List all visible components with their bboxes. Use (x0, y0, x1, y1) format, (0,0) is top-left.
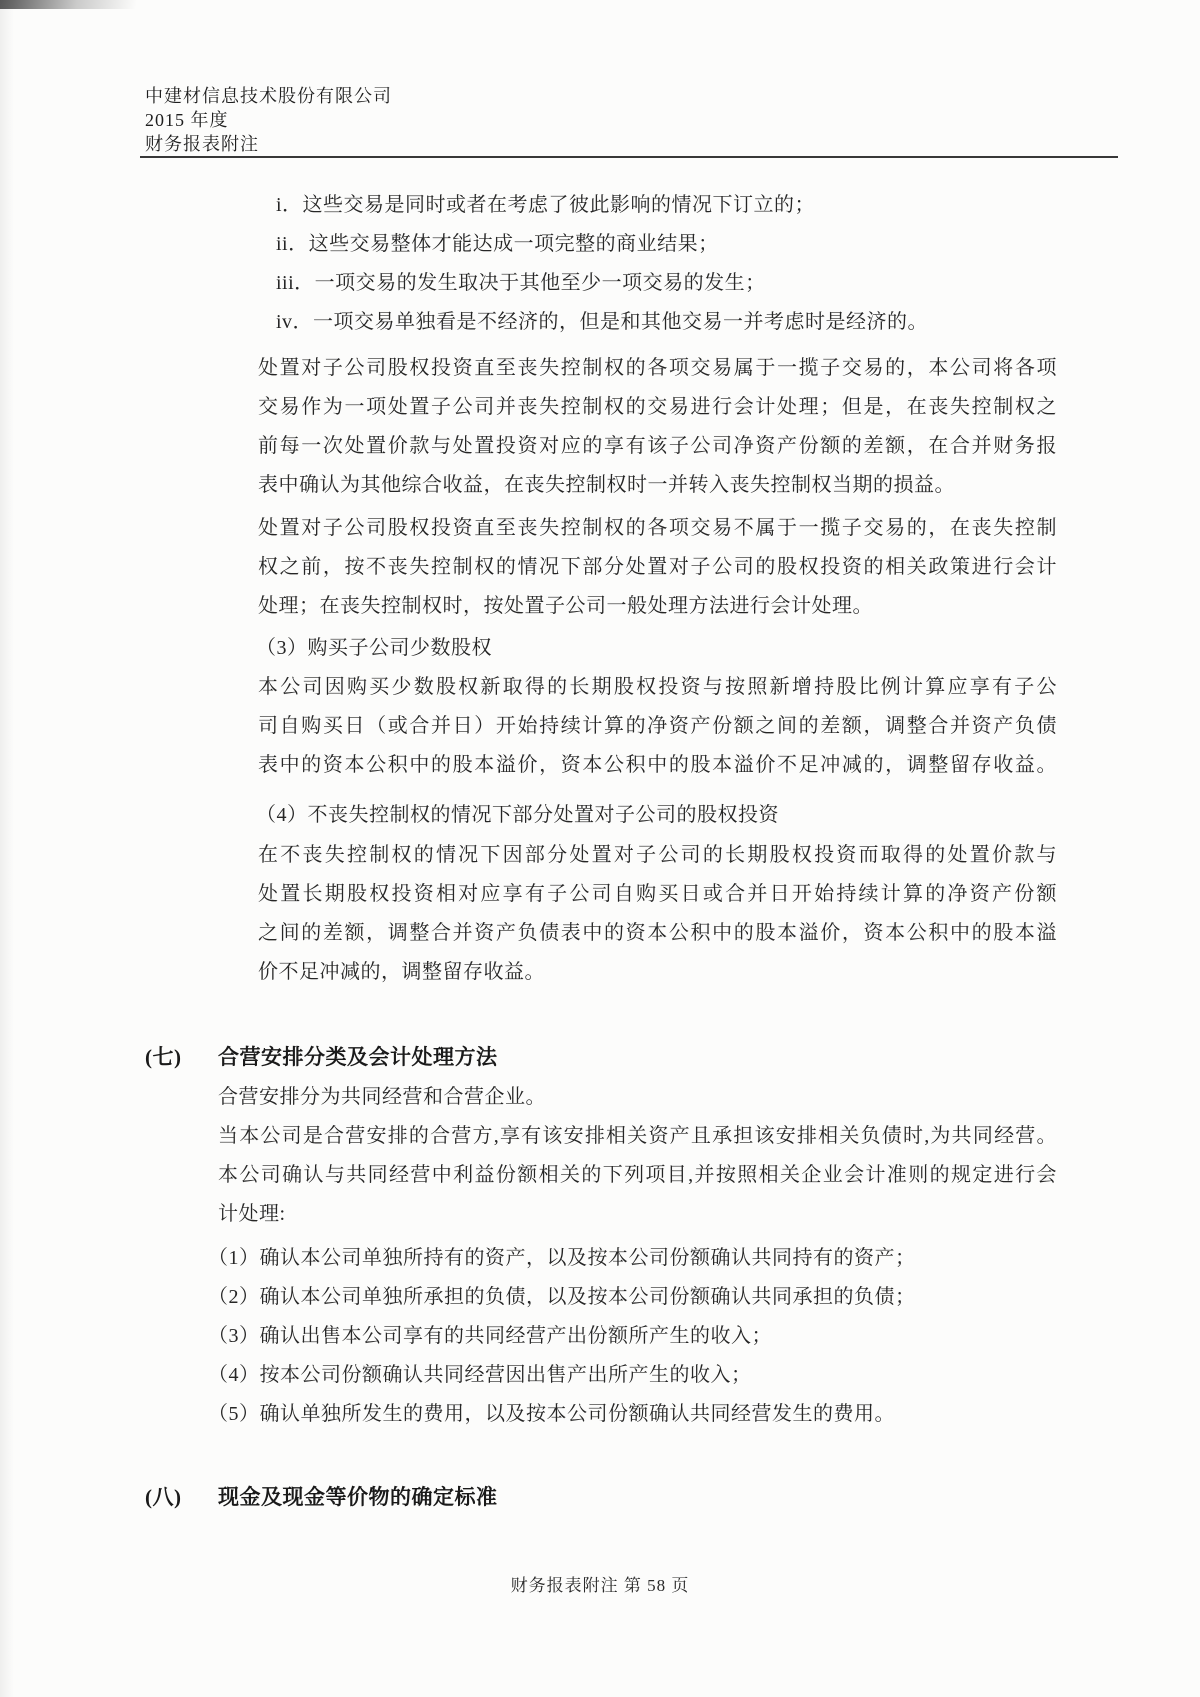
section-7-list (208, 1239, 1060, 1434)
header-company-name: 中建材信息技术股份有限公司 (145, 86, 392, 106)
section-7-title: 合营安排分类及会计处理方法 (218, 1045, 498, 1069)
roman-list-item: i．这些交易是同时或者在考虑了彼此影响的情况下订立的； (276, 194, 816, 216)
subitem-4-heading: （4）不丧失控制权的情况下部分处置对子公司的股权投资 (256, 804, 779, 826)
footer-page-label: 财务报表附注 第 58 页 (510, 1576, 690, 1595)
numbered-list-item: （3）确认出售本公司享有的共同经营产出份额所产生的收入； (208, 1325, 772, 1347)
paragraph-line: 价不足冲减的，调整留存收益。 (258, 961, 545, 983)
header-fiscal-year: 2015 年度 (145, 110, 229, 130)
paragraph-line: 本公司确认与共同经营中利益份额相关的下列项目,并按照相关企业会计准则的规定进行会 (218, 1164, 1057, 1186)
paragraph-line: 处理；在丧失控制权时，按处置子公司一般处理方法进行会计处理。 (258, 595, 873, 617)
paragraph-minority-purchase (258, 668, 1057, 785)
paragraph-line: 合营安排分为共同经营和合营企业。 (218, 1086, 546, 1108)
numbered-list-item: （4）按本公司份额确认共同经营因出售产出所产生的收入； (208, 1364, 752, 1386)
paragraph-line: 在不丧失控制权的情况下因部分处置对子公司的长期股权投资而取得的处置价款与 (258, 844, 1057, 866)
section-8-title: 现金及现金等价物的确定标准 (218, 1485, 498, 1509)
paragraph-line: 处置长期股权投资相对应享有子公司自购买日或合并日开始持续计算的净资产份额 (258, 883, 1057, 905)
paragraph-disposal-bundle (258, 349, 1057, 505)
paragraph-line: 司自购买日（或合并日）开始持续计算的净资产份额之间的差额，调整合并资产负债 (258, 715, 1057, 737)
numbered-list-item: （1）确认本公司单独所持有的资产，以及按本公司份额确认共同持有的资产； (208, 1247, 916, 1269)
numbered-list-item: （5）确认单独所发生的费用，以及按本公司份额确认共同经营发生的费用。 (208, 1403, 895, 1425)
paragraph-partial-disposal (258, 836, 1057, 992)
paragraph-line: 表中确认为其他综合收益，在丧失控制权时一并转入丧失控制权当期的损益。 (258, 474, 955, 496)
document-header (145, 84, 392, 156)
paragraph-line: 前每一次处置价款与处置投资对应的享有该子公司净资产份额的差额，在合并财务报 (258, 435, 1057, 457)
paragraph-line: 计处理: (218, 1203, 286, 1225)
header-doc-title: 财务报表附注 (145, 134, 259, 154)
document-footer (0, 1566, 1200, 1605)
paragraph-line: 权之前，按不丧失控制权的情况下部分处置对子公司的股权投资的相关政策进行会计 (258, 556, 1057, 578)
paragraph-disposal-nonbundle (258, 509, 1057, 626)
paragraph-line: 处置对子公司股权投资直至丧失控制权的各项交易不属于一揽子交易的，在丧失控制 (258, 517, 1057, 539)
section-7-number: (七) (145, 1045, 182, 1069)
paragraph-line: 交易作为一项处置子公司并丧失控制权的交易进行会计处理；但是，在丧失控制权之 (258, 396, 1057, 418)
paragraph-line: 处置对子公司股权投资直至丧失控制权的各项交易属于一揽子交易的，本公司将各项 (258, 357, 1057, 379)
header-divider-line (140, 156, 1118, 158)
roman-list-item: ii．这些交易整体才能达成一项完整的商业结果； (276, 233, 719, 255)
subitem-3-heading: （3）购买子公司少数股权 (256, 637, 492, 659)
scan-artifact-corner (0, 0, 170, 9)
paragraph-line: 当本公司是合营安排的合营方,享有该安排相关资产且承担该安排相关负债时,为共同经营。 (218, 1125, 1057, 1147)
paragraph-line: 表中的资本公积中的股本溢价，资本公积中的股本溢价不足冲减的，调整留存收益。 (258, 754, 1057, 776)
section-7-heading (145, 1038, 498, 1077)
paragraph-line: 本公司因购买少数股权新取得的长期股权投资与按照新增持股比例计算应享有子公 (258, 676, 1057, 698)
roman-list-item: iii．一项交易的发生取决于其他至少一项交易的发生； (276, 272, 766, 294)
numbered-list-item: （2）确认本公司单独所承担的负债，以及按本公司份额确认共同承担的负债； (208, 1286, 916, 1308)
scan-artifact-edge (0, 0, 14, 1697)
roman-list (276, 186, 1066, 342)
paragraph-line: 之间的差额，调整合并资产负债表中的资本公积中的股本溢价，资本公积中的股本溢 (258, 922, 1057, 944)
section-7-body (218, 1078, 1057, 1234)
roman-list-item: iv．一项交易单独看是不经济的，但是和其他交易一并考虑时是经济的。 (276, 311, 929, 333)
section-8-number: (八) (145, 1485, 182, 1509)
section-8-heading (145, 1478, 498, 1517)
